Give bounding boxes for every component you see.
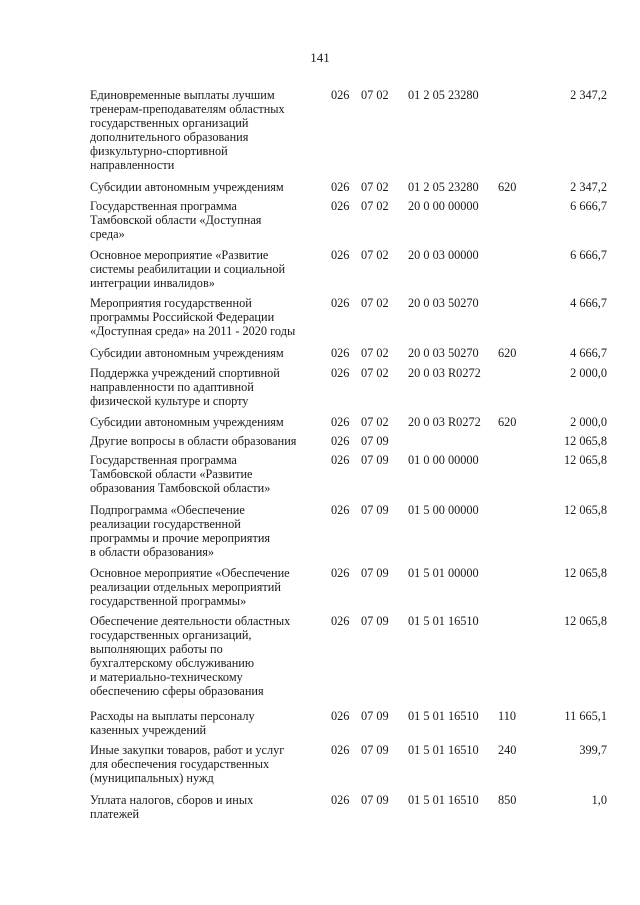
row-name-line: Поддержка учреждений спортивной (90, 366, 280, 380)
row-expense-type: 620 (498, 180, 517, 194)
row-name (90, 743, 322, 785)
row-name (90, 503, 322, 559)
row-name (90, 793, 322, 821)
row-target-article: 01 0 00 00000 (408, 453, 479, 467)
row-name-line: платежей (90, 807, 140, 821)
row-ved: 026 (331, 296, 350, 310)
row-ved: 026 (331, 199, 350, 213)
row-amount: 12 065,8 (563, 614, 607, 628)
row-name-line: обеспечению сферы образования (90, 684, 264, 698)
row-ved: 026 (331, 566, 350, 580)
row-target-article: 20 0 03 R0272 (408, 415, 481, 429)
row-name-line: Субсидии автономным учреждениям (90, 346, 284, 360)
row-amount: 12 065,8 (563, 503, 607, 517)
row-section: 07 02 (361, 415, 389, 429)
row-section: 07 09 (361, 453, 389, 467)
row-name-line: физкультурно-спортивной (90, 144, 228, 158)
row-name (90, 614, 322, 698)
row-name-line: Мероприятия государственной (90, 296, 252, 310)
row-expense-type: 620 (498, 346, 517, 360)
row-ved: 026 (331, 503, 350, 517)
row-name (90, 180, 322, 194)
row-amount: 2 347,2 (570, 180, 607, 194)
row-amount: 2 000,0 (570, 366, 607, 380)
row-expense-type: 620 (498, 415, 517, 429)
row-target-article: 20 0 00 00000 (408, 199, 479, 213)
row-name (90, 199, 322, 241)
row-name-line: среда» (90, 227, 125, 241)
row-amount: 4 666,7 (570, 346, 607, 360)
row-ved: 026 (331, 793, 350, 807)
row-section: 07 02 (361, 180, 389, 194)
row-name (90, 248, 322, 290)
row-name-line: физической культуре и спорту (90, 394, 249, 408)
row-name-line: системы реабилитации и социальной (90, 262, 286, 276)
row-name (90, 709, 322, 737)
row-target-article: 20 0 03 50270 (408, 296, 479, 310)
row-name-line: казенных учреждений (90, 723, 207, 737)
row-name (90, 366, 322, 408)
row-target-article: 01 5 01 16510 (408, 614, 479, 628)
row-section: 07 09 (361, 614, 389, 628)
row-section: 07 02 (361, 199, 389, 213)
row-name-line: и материально-техническому (90, 670, 243, 684)
row-name-line: тренерам-преподавателям областных (90, 102, 285, 116)
row-name-line: Тамбовской области «Доступная (90, 213, 262, 227)
row-amount: 2 347,2 (570, 88, 607, 102)
row-amount: 12 065,8 (563, 434, 607, 448)
row-name-line: направленности по адаптивной (90, 380, 254, 394)
row-ved: 026 (331, 743, 350, 757)
row-name-line: Обеспечение деятельности областных (90, 614, 291, 628)
row-name-line: Уплата налогов, сборов и иных (90, 793, 254, 807)
row-ved: 026 (331, 415, 350, 429)
row-target-article: 01 5 01 00000 (408, 566, 479, 580)
row-ved: 026 (331, 434, 350, 448)
row-section: 07 09 (361, 566, 389, 580)
row-name-line: направленности (90, 158, 175, 172)
row-target-article: 20 0 03 50270 (408, 346, 479, 360)
row-target-article: 20 0 03 00000 (408, 248, 479, 262)
row-target-article: 01 2 05 23280 (408, 88, 479, 102)
row-name-line: для обеспечения государственных (90, 757, 270, 771)
row-ved: 026 (331, 709, 350, 723)
row-name-line: программы и прочие мероприятия (90, 531, 271, 545)
row-name-line: Государственная программа (90, 199, 237, 213)
row-name-line: Тамбовской области «Развитие (90, 467, 253, 481)
row-name-line: программы Российской Федерации (90, 310, 275, 324)
row-name-line: дополнительного образования (90, 130, 249, 144)
row-ved: 026 (331, 180, 350, 194)
row-name (90, 434, 322, 448)
row-name-line: в области образования» (90, 545, 215, 559)
row-section: 07 02 (361, 346, 389, 360)
row-name (90, 88, 322, 172)
row-name-line: государственных организаций (90, 116, 249, 130)
row-target-article: 01 5 01 16510 (408, 709, 479, 723)
row-name-line: бухгалтерскому обслуживанию (90, 656, 255, 670)
row-section: 07 02 (361, 88, 389, 102)
row-amount: 6 666,7 (570, 248, 607, 262)
row-expense-type: 240 (498, 743, 517, 757)
row-amount: 4 666,7 (570, 296, 607, 310)
row-section: 07 02 (361, 296, 389, 310)
row-name-line: государственной программы» (90, 594, 247, 608)
row-expense-type: 850 (498, 793, 517, 807)
row-name-line: Подпрограмма «Обеспечение (90, 503, 245, 517)
row-name-line: Основное мероприятие «Развитие (90, 248, 269, 262)
row-amount: 11 665,1 (564, 709, 607, 723)
row-name-line: образования Тамбовской области» (90, 481, 271, 495)
row-section: 07 02 (361, 366, 389, 380)
row-amount: 6 666,7 (570, 199, 607, 213)
row-ved: 026 (331, 453, 350, 467)
row-amount: 2 000,0 (570, 415, 607, 429)
row-target-article: 20 0 03 R0272 (408, 366, 481, 380)
row-ved: 026 (331, 88, 350, 102)
row-name (90, 453, 322, 495)
row-name-line: Другие вопросы в области образования (90, 434, 297, 448)
row-section: 07 09 (361, 503, 389, 517)
row-target-article: 01 5 00 00000 (408, 503, 479, 517)
row-ved: 026 (331, 614, 350, 628)
row-ved: 026 (331, 366, 350, 380)
row-expense-type: 110 (498, 709, 516, 723)
row-name-line: Субсидии автономным учреждениям (90, 415, 284, 429)
row-section: 07 09 (361, 743, 389, 757)
row-name-line: Субсидии автономным учреждениям (90, 180, 284, 194)
row-section: 07 09 (361, 434, 389, 448)
row-name-line: Единовременные выплаты лучшим (90, 88, 275, 102)
row-name-line: Основное мероприятие «Обеспечение (90, 566, 290, 580)
row-section: 07 02 (361, 248, 389, 262)
row-name (90, 296, 322, 338)
row-name-line: выполняющих работы по (90, 642, 223, 656)
page-number: 141 (310, 50, 330, 65)
row-ved: 026 (331, 248, 350, 262)
row-ved: 026 (331, 346, 350, 360)
row-amount: 399,7 (579, 743, 607, 757)
row-target-article: 01 5 01 16510 (408, 743, 479, 757)
row-name-line: «Доступная среда» на 2011 - 2020 годы (90, 324, 296, 338)
row-amount: 1,0 (591, 793, 607, 807)
row-name-line: интеграции инвалидов» (90, 276, 215, 290)
row-section: 07 09 (361, 709, 389, 723)
row-target-article: 01 5 01 16510 (408, 793, 479, 807)
row-target-article: 01 2 05 23280 (408, 180, 479, 194)
row-name-line: реализации государственной (90, 517, 241, 531)
row-section: 07 09 (361, 793, 389, 807)
row-name (90, 415, 322, 429)
row-name-line: Расходы на выплаты персоналу (90, 709, 255, 723)
row-name-line: реализации отдельных мероприятий (90, 580, 281, 594)
row-name-line: Иные закупки товаров, работ и услуг (90, 743, 285, 757)
row-name-line: государственных организаций, (90, 628, 252, 642)
row-name (90, 566, 322, 608)
row-name-line: (муниципальных) нужд (90, 771, 214, 785)
row-name-line: Государственная программа (90, 453, 237, 467)
row-amount: 12 065,8 (563, 453, 607, 467)
row-amount: 12 065,8 (563, 566, 607, 580)
row-name (90, 346, 322, 360)
